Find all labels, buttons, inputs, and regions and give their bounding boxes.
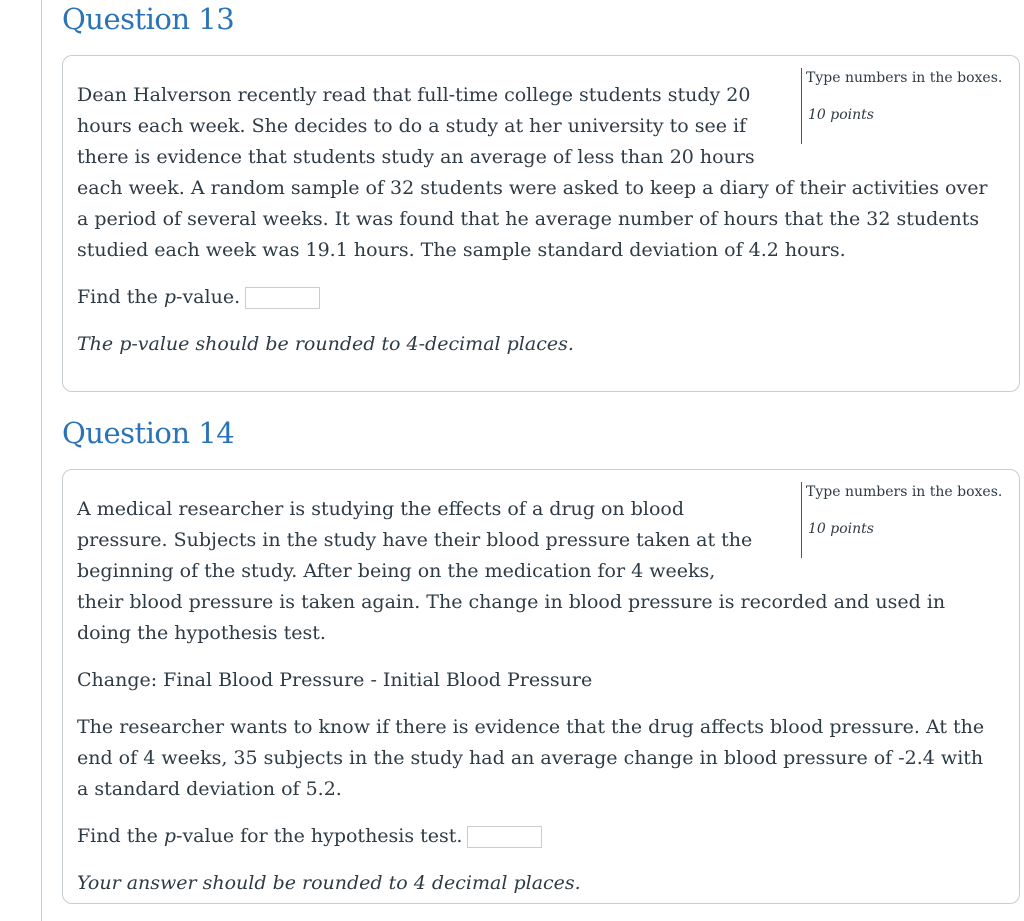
question-13-instruction: Type numbers in the boxes.	[806, 70, 1003, 86]
question-13-title: Question 13	[62, 2, 235, 36]
prompt-variable: p	[163, 286, 177, 308]
question-14-points: 10 points	[808, 521, 874, 537]
prompt-text-after: -value.	[176, 286, 241, 308]
question-14-instruction: Type numbers in the boxes.	[806, 484, 1003, 500]
question-14-body	[77, 494, 999, 899]
prompt-text-before: Find the	[77, 286, 164, 308]
question-14-answer-input[interactable]	[467, 826, 542, 848]
question-14-paragraph-3: The researcher wants to know if there is evidence that the drug affects blood pressure. At the end of 4 weeks, 35 subjects in the study had an average change in blood pressure of -2.4 with a standard deviation of 5.2.	[77, 716, 985, 800]
left-divider	[41, 0, 42, 921]
question-14-title: Question 14	[62, 416, 235, 450]
question-14-note: Your answer should be rounded to 4 decimal places.	[77, 872, 581, 894]
question-14-prompt	[77, 821, 999, 852]
question-13-note: The p-value should be rounded to 4-decimal places.	[77, 333, 574, 355]
question-13-body	[77, 80, 999, 360]
question-14-paragraph-1: A medical researcher is studying the effects of a drug on blood pressure. Subjects in the study have their blood pressure taken at the beginning of the study. After being on the medication for 4 weeks, their blood pressure is taken again. The change in blood pressure is recorded and used in doing the hypothesis test.	[77, 498, 946, 644]
question-13-prompt	[77, 282, 999, 313]
question-14-paragraph-2: Change: Final Blood Pressure - Initial Blood Pressure	[77, 669, 593, 691]
question-13-paragraph: Dean Halverson recently read that full-time college students study 20 hours each week. She decides to do a study at her university to see if there is evidence that students study an average of less than 20 hours each week. A random sample of 32 students were asked to keep a diary of their activities over a period of several weeks. It was found that he average number of hours that the 32 students studied each week was 19.1 hours. The sample standard deviation of 4.2 hours.	[77, 84, 988, 261]
prompt-variable: p	[163, 825, 177, 847]
question-13-answer-input[interactable]	[245, 287, 320, 309]
question-13-points: 10 points	[808, 107, 874, 123]
prompt-text-before: Find the	[77, 825, 164, 847]
question-13-card	[62, 55, 1020, 392]
question-14-card	[62, 469, 1020, 904]
prompt-text-after: -value for the hypothesis test.	[176, 825, 463, 847]
